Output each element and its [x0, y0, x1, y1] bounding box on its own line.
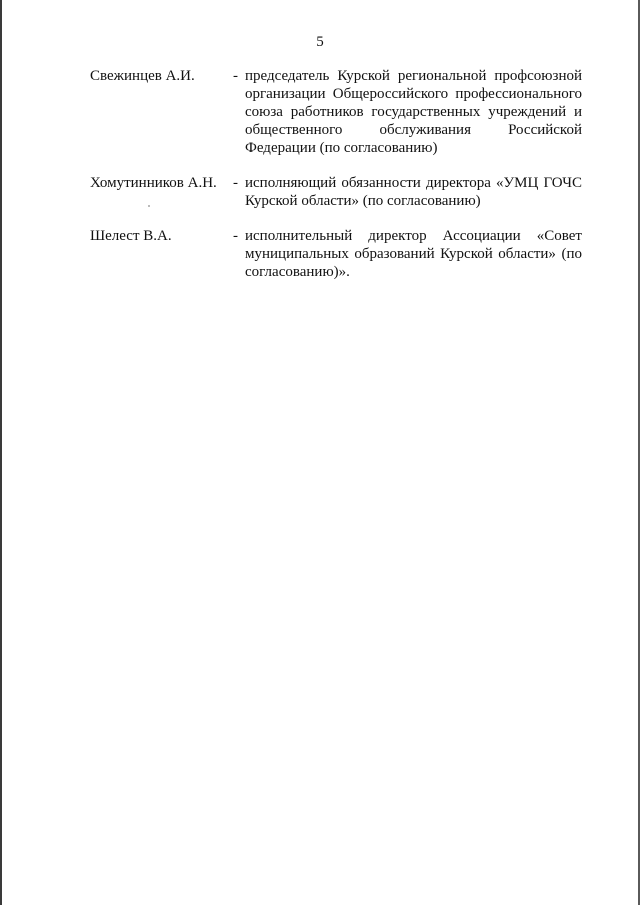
member-entry [90, 67, 582, 157]
entry-dash: - [233, 68, 238, 84]
member-name: Свежинцев А.И. [90, 68, 195, 84]
entry-dash: - [233, 175, 238, 191]
member-role: исполняющий обязанности директора «УМЦ ГОЧС Курской области» (по согласованию) [245, 175, 582, 209]
member-role: исполнительный директор Ассоциации «Совет муниципальных образований Курской области» (по согласованию)». [245, 228, 582, 280]
page-number: 5 [316, 34, 324, 50]
scan-border-left [0, 0, 2, 905]
member-name: Хомутинников А.Н. [90, 175, 217, 191]
member-entry [90, 227, 582, 281]
scan-speck [148, 205, 150, 207]
member-name: Шелест В.А. [90, 228, 172, 244]
member-role: председатель Курской региональной профсоюзной организации Общероссийского профессионального союза работников государственных учреждений и общественного обслуживания Российской Федерации (по согласованию) [245, 68, 582, 156]
entry-dash: - [233, 228, 238, 244]
member-entry [90, 174, 582, 210]
